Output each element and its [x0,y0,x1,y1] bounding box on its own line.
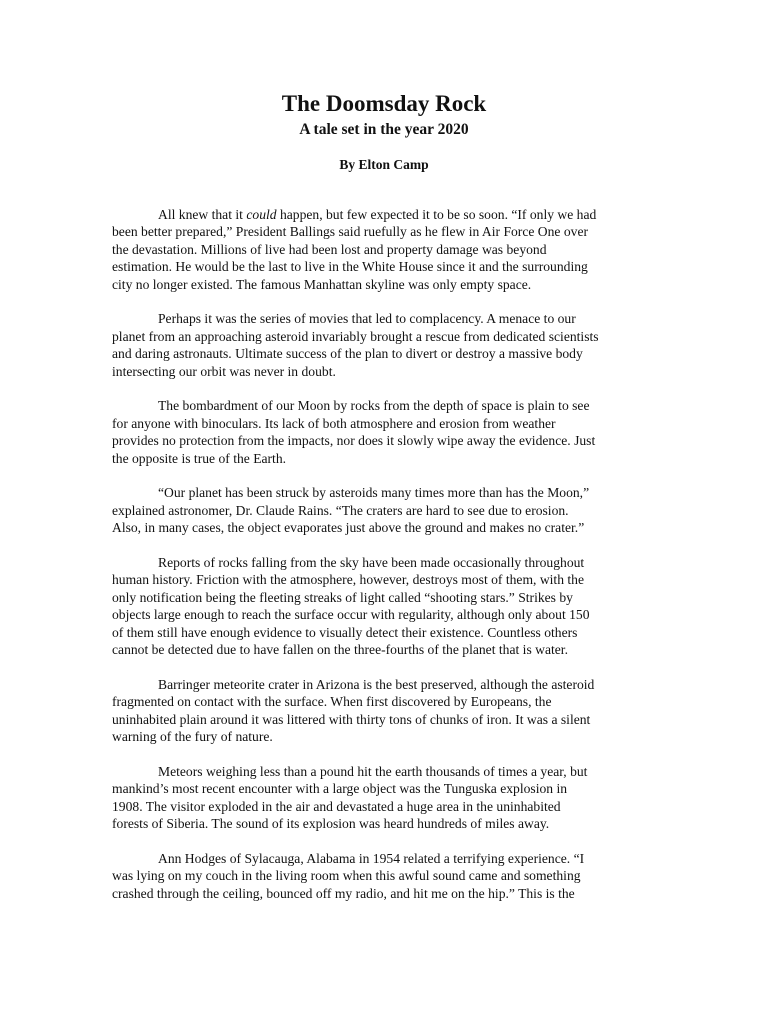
text-line: forests of Siberia. The sound of its explosion was heard hundreds of miles away. [112,816,550,832]
text-line: Reports of rocks falling from the sky have been made occasionally throughout [158,555,585,571]
document-subtitle: A tale set in the year 2020 [299,121,469,138]
text-line: estimation. He would be the last to live in the White House since it and the surrounding [112,259,588,275]
text-line: fragmented on contact with the surface. When first discovered by Europeans, the [112,694,552,710]
text-line: Also, in many cases, the object evaporates just above the ground and makes no crater.” [112,520,585,536]
text-line: cannot be detected due to have fallen on the three-fourths of the planet that is water. [112,642,568,658]
text-line: Perhaps it was the series of movies that led to complacency. A menace to our [158,311,576,327]
text-line: All knew that it could happen, but few expected it to be so soon. “If only we had [158,207,597,222]
text-line: provides no protection from the impacts, nor does it slowly wipe away the evidence. Just [112,433,596,449]
text-line: and daring astronauts. Ultimate success of the plan to divert or destroy a massive body [112,346,583,362]
document-title: The Doomsday Rock [281,91,487,116]
text-line: the opposite is true of the Earth. [112,450,287,466]
text-line: Ann Hodges of Sylacauga, Alabama in 1954 related a terrifying experience. “I [158,850,585,866]
author-byline: By Elton Camp [339,157,429,172]
text-line: the devastation. Millions of live had been lost and property damage was beyond [112,241,547,257]
paragraph [112,397,646,467]
document-body [112,206,646,902]
paragraph [112,676,646,746]
text-line: objects large enough to reach the surface occur with regularity, although only about 150 [112,607,590,623]
text-line: The bombardment of our Moon by rocks from the depth of space is plain to see [158,398,590,414]
text-line: only notification being the fleeting streaks of light called “shooting stars.” Strikes by [112,589,573,605]
text-line: Meteors weighing less than a pound hit the earth thousands of times a year, but [158,763,588,779]
paragraph [112,206,646,293]
paragraph [112,484,646,536]
text-line: mankind’s most recent encounter with a large object was the Tunguska explosion in [112,781,568,797]
text-line: intersecting our orbit was never in doubt. [112,363,336,379]
paragraph [112,763,646,833]
paragraph [112,554,646,658]
text-line: “Our planet has been struck by asteroids many times more than has the Moon,” [158,485,590,501]
text-line: been better prepared,” President Ballings said ruefully as he flew in Air Force One over [112,224,588,240]
text-line: planet from an approaching asteroid invariably brought a rescue from dedicated scientists [112,328,599,344]
text-line: city no longer existed. The famous Manhattan skyline was only empty space. [112,276,532,292]
text-line: of them still have enough evidence to visually detect their existence. Countless others [112,624,578,640]
text-line: was lying on my couch in the living room when this awful sound came and something [112,868,581,884]
text-line: Barringer meteorite crater in Arizona is the best preserved, although the asteroid [158,676,595,692]
text-line: warning of the fury of nature. [112,729,273,745]
text-line: explained astronomer, Dr. Claude Rains. “The craters are hard to see due to erosion. [112,502,569,518]
text-line: for anyone with binoculars. Its lack of both atmosphere and erosion from weather [112,415,556,431]
text-line: human history. Friction with the atmosphere, however, destroys most of them, with the [112,572,585,588]
text-line: 1908. The visitor exploded in the air and devastated a huge area in the uninhabited [112,798,561,814]
paragraph [112,850,646,902]
paragraph [112,310,646,380]
text-line: uninhabited plain around it was littered with thirty tons of chunks of iron. It was a silent [112,711,591,727]
text-line: crashed through the ceiling, bounced off my radio, and hit me on the hip.” This is the [112,885,575,901]
